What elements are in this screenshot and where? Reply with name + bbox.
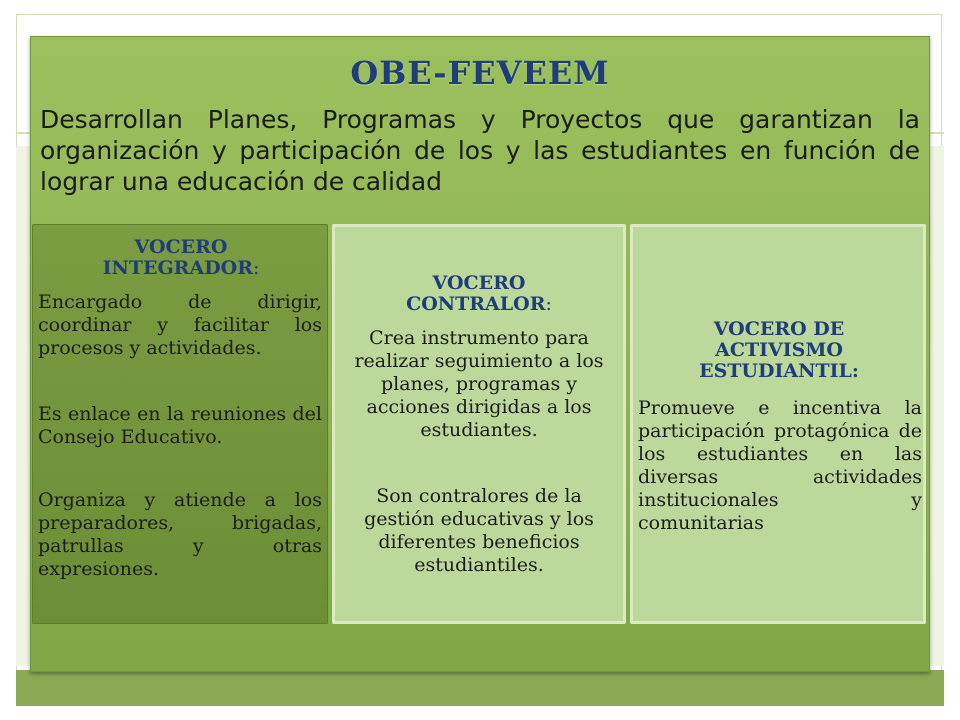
column-paragraph: Organiza y atiende a los preparadores, brigadas, patrullas y otras expresiones. xyxy=(38,489,322,580)
column-vocero-integrador xyxy=(32,224,328,624)
column-paragraph: Encargado de dirigir, coordinar y facilitar los procesos y actividades. xyxy=(38,291,322,359)
column-title xyxy=(73,237,289,279)
column-title-text: VOCERO CONTRALOR xyxy=(406,272,546,315)
column-paragraph: Es enlace en la reuniones del Consejo Educativo. xyxy=(38,403,322,448)
slide-bottom-band xyxy=(16,670,944,706)
column-paragraph: Promueve e incentiva la participación protagónica de los estudiantes en las diversas actividades institucionales y comunitarias xyxy=(638,397,922,534)
column-title-colon: : xyxy=(545,293,552,315)
column-title-text: VOCERO INTEGRADOR xyxy=(102,236,254,279)
column-title xyxy=(375,273,583,315)
column-vocero-activismo-estudiantil xyxy=(630,224,926,624)
column-title: VOCERO DE ACTIVISMO ESTUDIANTIL: xyxy=(699,318,859,382)
intro-text: Desarrollan Planes, Programas y Proyectos que garantizan la organización y participación de los y las estudiantes en función de lograr una educación de calidad xyxy=(40,105,920,196)
column-paragraph: Son contralores de la gestión educativas y los diferentes beneficios estudiantiles. xyxy=(364,485,594,576)
diagram-title: OBE-FEVEEM xyxy=(350,54,610,92)
column-title-colon: : xyxy=(253,257,260,279)
column-paragraph: Crea instrumento para realizar seguimiento a los planes, programas y acciones dirigidas a los estudiantes. xyxy=(354,327,604,441)
column-vocero-contralor xyxy=(332,224,626,624)
